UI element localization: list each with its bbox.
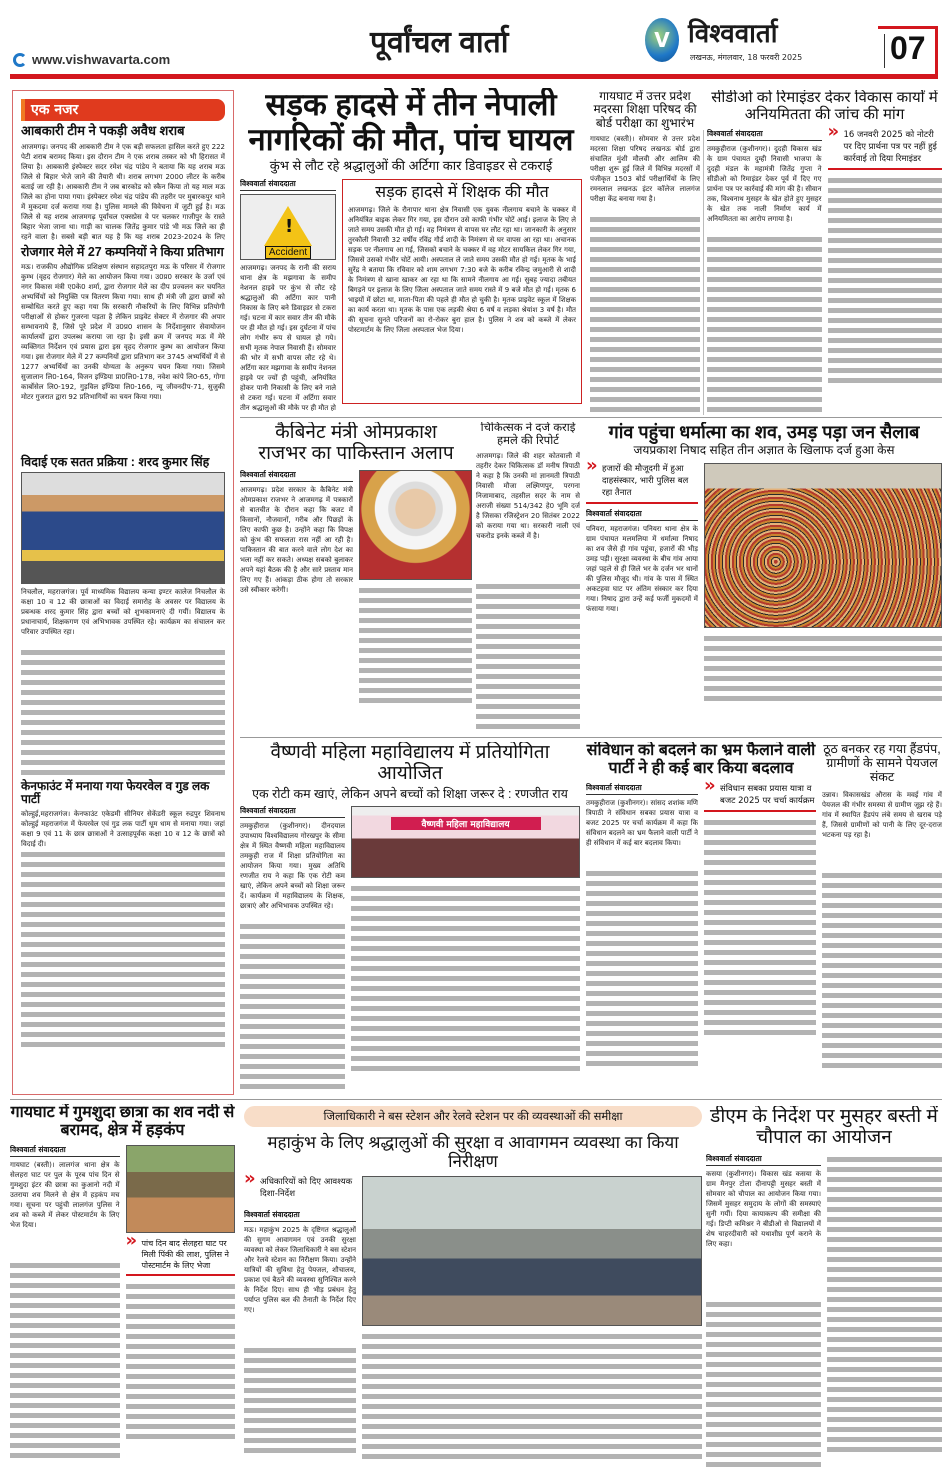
musahar-headline: डीएम के निर्देश पर मुसहर बस्ती में चौपाल का आयोजन	[710, 1106, 938, 1149]
paper-logo-icon: V	[645, 18, 679, 62]
story-kenfount	[21, 780, 225, 1050]
vaishnavi-subhead: एक रोटी कम खाएं, लेकिन अपने बच्चों को शिक्षा जरूर दे : रणजीत राय	[252, 786, 568, 801]
samvidhan-body: तमकुहीराज (कुशीनगर)। सांसद शशांक मणि त्रिपाठी ने संविधान सबका प्रयास यात्रा व बजट 2025 पर चर्चा कार्यक्रम में कहा कि संविधान बदलने का भ्रम फैलाने वाली पार्टी ने ही संविधान में कई बार बदलाव किया।	[586, 798, 698, 847]
mahakumbh-kicker: जिलाधिकारी ने बस स्टेशन और रेलवे स्टेशन पर की व्यवस्थाओं की समीक्षा	[244, 1106, 702, 1127]
ek-nazar-box	[12, 90, 234, 1095]
ek-nazar-label: एक नजर	[21, 99, 225, 121]
farewell-photo	[21, 472, 225, 584]
minister-photo	[359, 470, 472, 580]
lead-headline-2: नागरिकों की मौत, पांच घायल	[248, 121, 574, 157]
crowd-photo	[704, 463, 942, 628]
minister-body: आजमगढ़। प्रदेश सरकार के कैबिनेट मंत्री ओमप्रकाश राजभर ने आजमगढ़ में पत्रकारों से बातचीत के दौरान कहा कि बजट में किसानों, नौजवानों, गरीब और पिछड़ों के लिए काफी कुछ है। उन्होंने कहा कि विपक्ष को कुंभ की सफलता रास नहीं आ रही है। पाकिस्तान की बात करने वाले लोग देश का भला नहीं कर सकते। अध्यक्ष सबको बुलाकर अपने यहां बैठक की है और सारे प्रस्ताव मान लिए गए हैं। आंकड़ा ठीक होगा तो सरकार उसे स्वीकार करेगी।	[240, 485, 353, 594]
story-headline: रोजगार मेले में 27 कम्पनियों ने किया प्रतिभाग	[21, 244, 224, 259]
teacher-body: आजमगढ़। जिले के रौनापार थाना क्षेत्र निवासी एक युवक नीलगाय बचाने के चक्कर में अनियंत्रित बाइक लेकर गिर गया, इस दौरान उसे काफी गंभीर चोटें आई। इलाज के लिए ले जाते समय उसकी मौत हो गई। वह निमंत्रण से वापस घर लौट रहा था। जानकारी के अनुसार तुरकौली निवासी 32 वर्षीय रविंद्र गौर्ड शादी के निमंत्रण से घर वापस आ रहा था। अचानक सड़क पर नीलगाय आ गई, जिसको बचाने के चक्कर में वह मोटर सायकिल लेकर गिर गया, जिससे उसको गंभीर चोटें आयी। अस्पताल ले जाते समय उसकी मौत हो गई। मृतक के भाई सुरेंद्र ने बताया कि रविवार को शाम लगभग 7:30 बजे के करीब रविन्द्र जमुआरी से शादी के निमंत्रण से खाना खाकर आ रहा था कि सामने नीलगाय आ गई। सुबह ज्यादा तबीयत बिगड़ने पर इलाज के लिए जिला अस्पताल जाते समय रास्ते में 9 बजे मौत हो गई। मृतक 6 भाइयों में छोटा था, माता-पिता की पहले ही मौत हो चुकी है। मृतक प्राइवेट स्कूल में शिक्षक का कार्य करता था। मृतक के पास एक लड़की श्रेया 6 वर्ष व लड़का श्रेयांश 3 वर्ष है। मौत की सूचना सुनते परिजनों का रो-रोकर बुरा हाल है। पुलिस ने शव को कब्जे में लेकर पोस्टमार्टम के लिए जिला अस्पताल भेज दिया।	[348, 205, 576, 334]
madrasa-body: गायघाट (बस्ती)। सोमवार से उत्तर प्रदेश मदरसा शिक्षा परिषद लखनऊ बोर्ड द्वारा संचालित मुंशी मौलवी और आलिम की परीक्षा शुरू हुई जिले में विभिन्न मदरसों में पंजीकृत 1503 बोर्ड परीक्षार्थियों के लिए रमनलाल लखनऊ इंटर कॉलेज लालगंज परीक्षा केंद्र बनाया गया है।	[590, 135, 700, 204]
mahakumbh-story	[244, 1106, 702, 1469]
inspection-photo	[362, 1176, 702, 1326]
minister-headline-1: कैबिनेट मंत्री ओमप्रकाश	[275, 422, 437, 443]
gayghat-bullet: » पांच दिन बाद सेलहरा घाट पर मिली पिंकी की लाश, पुलिस ने पोस्टमार्टम के लिए भेजा	[126, 1238, 236, 1271]
byline: विश्ववार्ता संवाददाता	[240, 179, 336, 191]
cdo-headline: सीडीओ को रिमाइंडर देकर विकास कार्यों में अनियमितता की जांच की मांग	[711, 90, 938, 123]
byline: विश्ववार्ता संवाददाता	[240, 470, 353, 482]
mahakumbh-body: मऊ। महाकुंभ 2025 के दृष्टिगत श्रद्धालुओं की सुगम आवागमन एवं उनकी सुरक्षा व्यवस्था को लेकर जिलाधिकारी ने बस स्टेशन और रेलवे स्टेशन का निरीक्षण किया। उन्होंने यात्रियों की सुविधा हेतु पेयजल, शौचालय, प्रकाश एवं बैठने की व्यवस्था सुनिश्चित करने के निर्देश दिए। साथ ही भीड़ प्रबंधन हेतु पर्याप्त पुलिस बल की तैनाती के निर्देश दिए गए।	[244, 1226, 356, 1315]
musahar-story	[706, 1106, 942, 1469]
dateline: लखनऊ, मंगलवार, 18 फरवरी 2025	[690, 53, 803, 62]
story-body: कोल्हुई,महराजगंज। केनफाउंट एकेडमी सीनियर सेकेंडरी स्कूल रुद्रपुर शिवनाथ कोल्हुई महराजगंज में फेयरवेल एवं गुड लक पार्टी धूम धाम से मनाया गया। जहां कक्षा 9 एवं 11 के छात्र छात्राओं ने उत्साहपूर्वक कक्षा 10 व 12 के छात्रों को विदाई दी।	[21, 810, 225, 849]
page-number: 07	[890, 30, 926, 66]
masthead	[0, 0, 945, 80]
story-body: निचलौल, महराजगंज। पूर्व माध्यमिक विद्यालय कन्या इण्टर कालेज निचलौल के कक्षा 10 व 12 की छात्राओं का विदाई समारोह के अवसर पर विद्यालय के प्रबन्धक शरद कुमार सिंह द्वारा बच्चों को शुभकामनाएं दी गयीं। विद्यालय के प्रधानाचार्य, शिक्षकगण एवं अभिभावक उपस्थित रहे। कार्यक्रम का संचालन कर परिवार उपस्थित रहा।	[21, 587, 225, 636]
website-url[interactable]: www.vishwavarta.com	[32, 52, 171, 67]
byline: विश्ववार्ता संवाददाता	[244, 1210, 356, 1222]
samvidhan-story	[586, 742, 816, 1092]
lead-story	[240, 88, 582, 416]
village-subhead: जयप्रकाश निषाद सहित तीन अज्ञात के खिलाफ दर्ज हुआ केस	[633, 443, 895, 458]
story-rozgar	[21, 245, 225, 452]
handpump-body: उन्नाव। विकासखंड औरास के मवई गांव में पेयजल की गंभीर समस्या से ग्रामीण जूझ रहे हैं। गांव में स्थापित हैंडपंप लंबे समय से खराब पड़े हैं, जिससे ग्रामीणों को पानी के लिए दूर-दराज भटकना पड़ रहा है।	[822, 791, 942, 839]
mahakumbh-headline: महाकुंभ के लिए श्रद्धालुओं की सुरक्षा व आवागमन व्यवस्था का किया निरीक्षण	[267, 1133, 679, 1172]
byline: विश्ववार्ता संवाददाता	[586, 783, 698, 795]
teacher-death-box	[342, 179, 582, 404]
cdo-story	[707, 90, 942, 415]
village-story	[586, 422, 942, 732]
village-bullet: » हजारों की मौजूदगी में हुआ दाहसंस्कार, भारी पुलिस बल रहा तैनात	[586, 463, 698, 499]
warning-icon: !	[264, 206, 312, 246]
byline: विश्ववार्ता संवाददाता	[240, 806, 345, 818]
doctor-body: आजमगढ़। जिले की शहर कोतवाली में तहरीर देकर चिकित्सक डॉ मनीष त्रिपाठी ने कहा है कि उनकी मां ज्ञानमती त्रिपाठी निवासी मौजा लक्ष्मिणपुर, परगना निजामाबाद, तहसील सदर के नाम से अराजी संख्या 514/342 हे0 भूमि दर्ज है जिसका रजिस्ट्रेशन 20 सितंबर 2022 को कराया गया था। सरकारी नाली एवं चकरोड इनके कब्जे में है।	[476, 451, 580, 540]
handpump-headline: ठूठ बनकर रह गया हैंडपंप, ग्रामीणों के सामने पेयजल संकट	[823, 742, 941, 784]
minister-story	[240, 422, 472, 732]
vaishnavi-body: तमकुहीराज (कुशीनगर)। दीनदयाल उपाध्याय विश्वविद्यालय गोरखपुर के सीमा क्षेत्र में स्थित वैष्णवी महिला महाविद्यालय तमकुही राज में शिक्षा प्रतियोगिता का आयोजन किया गया। मुख्य अतिथि रणजीत राय ने कहा कि एक रोटी कम खाएं, लेकिन अपने बच्चों को शिक्षा जरूर दें। कार्यक्रम में महाविद्यालय के शिक्षक, छात्राएं और अभिभावक उपस्थित रहे।	[240, 821, 345, 910]
vaishnavi-headline: वैष्णवी महिला महाविद्यालय में प्रतियोगिता आयोजित	[270, 742, 550, 785]
story-headline: विदाई एक सतत प्रक्रिया : शरद कुमार सिंह	[21, 454, 210, 469]
story-headline: केनफाउंट में मनाया गया फेयरवेल व गुड लक पार्टी	[21, 778, 210, 806]
gayghat-body: गायघाट (बस्ती)। लालगंज थाना क्षेत्र के सेलहरा घाट पर पुल के पूरब पांच दिन से गुमशुदा इंटर की छात्रा का कुआनो नदी में उतराया शव मिलने से क्षेत्र में हड़कंप मच गया। सूचना पर पहुंची लालगंज पुलिस ने शव को कब्जे में लेकर पोस्टमार्टम के लिए भेज दिया।	[10, 1160, 120, 1229]
lead-subhead: कुंभ से लौट रहे श्रद्धालुओं की अर्टिगा कार डिवाइडर से टकराई	[269, 158, 553, 174]
doctor-story	[476, 422, 580, 732]
musahar-body: कसया (कुशीनगर)। विकास खंड कसया के ग्राम मैनपुर टोला दीनापट्टी मुसहर बस्ती में सोमवार को चौपाल का आयोजन किया गया। जिसमें मुसहर समुदाय के लोगों की समस्याएं सुनी गयीं। दिया कायाकल्प की समीक्षा की गई। डिप्टी कमिश्नर ने बीडीओ से विद्यालयों में शेष चाहरदीवारी को यथाशीघ्र पूर्ण कराने के लिए कहा।	[706, 1169, 821, 1248]
masthead-rule	[10, 74, 938, 79]
lead-headline-1: सड़क हादसे में तीन नेपाली	[265, 88, 557, 122]
college-banner: वैष्णवी महिला महाविद्यालय	[391, 817, 541, 830]
story-body: मऊ। राजकीय औद्योगिक प्रशिक्षण संस्थान सहादतपुरा मऊ के परिसर में रोजगार कुम्भ (वृहद रोजगार) मेले का आयोजन किया गया। उ0प्र0 सरकार के उर्जा एवं नगर विकास मंत्री ए0के0 शर्मा, द्वारा रोजगार मेले का दीप प्रज्वलन कर चयनित अभ्यर्थियों को नियुक्ति पत्र वितरण किया गया। साथ ही मंत्री जी द्वारा छात्रों को सम्बोधित करते हुए कहा गया कि सरकारी नौकरियों के लिए विभिन्न प्रतियोगी परीक्षाओं से होकर गुजरना पड़ता है लेकिन प्राइवेट सेक्टर में रोजगार की अपार सम्भावनाये हैं, जिसे पूरे प्रदेश में उ0प्र0 शासन के निर्देशानुसार सेवायोजन कार्यालयों द्वारा उपलब्ध कराया जा रहा है। इसी क्रम में जनपद मऊ में मेरे व्यक्तिगत निर्देशन एवं प्रयास द्वारा इस वृहद रोजगार कुम्भ का आयोजन किया गया। इस रोजगार मेले में 27 कम्पनियों द्वारा प्रतिभाग कर 3745 अभ्यर्थियों में से 1277 अभ्यर्थियों का उनकी योग्यता के अनुरूप चयन किया गया। जिसमे सुजालान लि0-164, विजन इण्डिया प्रा0लि0-178, नवेश कांपे लि0-65, गोगा कार्बोसेल लि0-192, गुड़विल इण्डिया लि0-166, न्यू जीवनदीप-71, सुजुकी मोटर गुजरात द्वारा 92 प्रतिभागियों का चयन किया गया।	[21, 262, 225, 401]
accident-label: Accident	[265, 246, 311, 259]
gayghat-story	[10, 1104, 235, 1469]
mahakumbh-bullet: » अधिकारियों को दिए आवश्यक दिशा-निर्देश	[244, 1176, 356, 1200]
college-event-photo	[351, 806, 580, 878]
lead-body: आजमगढ़। जनपद के रानी की सराय थाना क्षेत्र के मझगावा के समीप नेशनल हाइवे पर कुंभ से लौट रहे श्रद्धालुओं की अर्टिगा कार पानी निकास के लिए बने डिवाइडर से टकरा गई। घटना में कार सवार तीन की मौके पर ही मौत हो गई। इस दुर्घटना में पांच लोग गंभीर रूप से घायल हो गये। सभी मृतक नेपाल निवासी हैं। सोमवार की भोर में सभी वापस लौट रहे थे। अर्टिगा कार मझगावा के समीप नेशनल हाइवे पर ज्यों ही पहुंची, अनियंत्रित होकर पानी निकासी के लिए बने नाले से टकरा गई। घटना में अर्टिगा सवार तीन श्रद्धालुओं की मौके पर ही मौत हो	[240, 263, 336, 412]
handpump-story	[822, 742, 942, 1092]
byline: विश्ववार्ता संवाददाता	[586, 509, 698, 521]
village-body: पनियरा, महराजगंज। पनियरा थाना क्षेत्र के ग्राम पंचायत मलमलिया में धर्मात्मा निषाद का शव जैसे ही गांव पहुंचा, हजारों की भीड़ उमड़ पड़ी। सुरक्षा व्यवस्था के बीच गांव आया जहां पहले से ही जिले भर के दर्जन भर थानों की पुलिस मौजूद थी। गांव के पास में स्थित अकटहवा घाट पर अंतिम संस्कार कर दिया गया। निषाद द्वारा उन्हें कई फर्जी मुकदमों में फंसाया गया।	[586, 524, 698, 613]
madrasa-story	[590, 90, 700, 415]
madrasa-headline: गायघाट में उत्तर प्रदेश मदरसा शिक्षा परिषद की बोर्ड परीक्षा का शुभारंभ	[593, 90, 697, 130]
samvidhan-headline: संविधान को बदलने का भ्रम फैलाने वाली पार्टी ने ही कई बार किया बदलाव	[586, 742, 816, 777]
story-headline: आबकारी टीम ने पकड़ी अवैध शराब	[21, 123, 185, 138]
accident-image	[240, 194, 336, 260]
teacher-headline: सड़क हादसे में शिक्षक की मौत	[375, 183, 549, 201]
byline: विश्ववार्ता संवाददाता	[706, 1154, 821, 1166]
story-abkari	[21, 124, 225, 242]
minister-headline-2: राजभर का पाकिस्तान अलाप	[258, 443, 454, 465]
section-title: पूर्वांचल वार्ता	[370, 26, 509, 59]
police-photo	[126, 1145, 236, 1233]
byline: विश्ववार्ता संवाददाता	[10, 1145, 120, 1157]
village-headline: गांव पहुंचा धर्मात्मा का शव, उमड़ पड़ा जन सैलाब	[608, 422, 920, 442]
vaishnavi-story	[240, 742, 580, 1092]
ie-icon	[13, 53, 27, 67]
gayghat-headline: गायघाट में गुमशुदा छात्रा का शव नदी से बरामद, क्षेत्र में हड़कंप	[10, 1104, 235, 1139]
cdo-bullet: » 16 जनवरी 2025 को नोटरी पर दिए प्रार्थना पत्र पर नहीं हुई कार्रवाई तो दिया रिमाइंडर	[828, 129, 943, 165]
samvidhan-bullet: » संविधान सबका प्रयास यात्रा व बजट 2025 पर चर्चा कार्यक्रम	[704, 783, 816, 807]
doctor-headline: चिकित्सक ने दर्ज कराई हमले की रिपोर्ट	[480, 422, 576, 447]
paper-name: विश्ववार्ता	[688, 18, 778, 48]
story-body: आजमगढ़। जनपद की आबकारी टीम ने एक बड़ी सफलता हासिल करते हुए 222 पेटी शराब बरामद किया। इस दौरान टीम ने एक शराब तस्कर को भी हिरासत में लिया है। आबकारी इंस्पेक्टर सदर रमेश चंद्र पांडेय ने बताया कि यह शराब मऊ जिले से बिहार भेजे जाने की तैयारी थी। शराब लगभग 2000 लीटर के करीब बताई जा रही है। आबकारी टीम ने जब बारकोड को स्कैन किया तो यह माल मऊ जिले का होना पाया गया। इंस्पेक्टर रमेश चंद्र पांडेय की तहरीर पर मुबारकपुर थाने में मुकदमा दर्ज कराया गया है। पुलिस मामले की विवेचना में जुटी हुई है। मऊ जिले से यह शराब आजमगढ़ पूर्वांचल एक्सप्रेस वे पर चलकर गाजीपुर के रास्ते बिहार भेजा जाना था। गाड़ी का चालक जितेंद्र कुमार पांडे भी मऊ जिले का ही रहने वाला है। सबसे बड़ी बात यह है कि यह शराब 2023-2024 के लिए	[21, 142, 225, 241]
byline: विश्ववार्ता संवाददाता	[707, 129, 822, 141]
story-vidai	[21, 455, 225, 777]
cdo-body: तमकुहीराज (कुशीनगर)। दुदही विकास खंड के ग्राम पंचायत दुम्ही निवासी भाजपा के दुदही मंडल के महामंत्री जितेंद्र गुप्ता ने सीडीओ को रिमाइंडर देकर पूर्व में दिए गए प्रार्थना पत्र पर कार्रवाई की मांग की है। सीवान तक, विश्वनाथ मुसहर के खेत होते हुए मुसहर के खेत तक नाली निर्माण कार्य में अनियमितता का आरोप लगाया है।	[707, 144, 822, 223]
